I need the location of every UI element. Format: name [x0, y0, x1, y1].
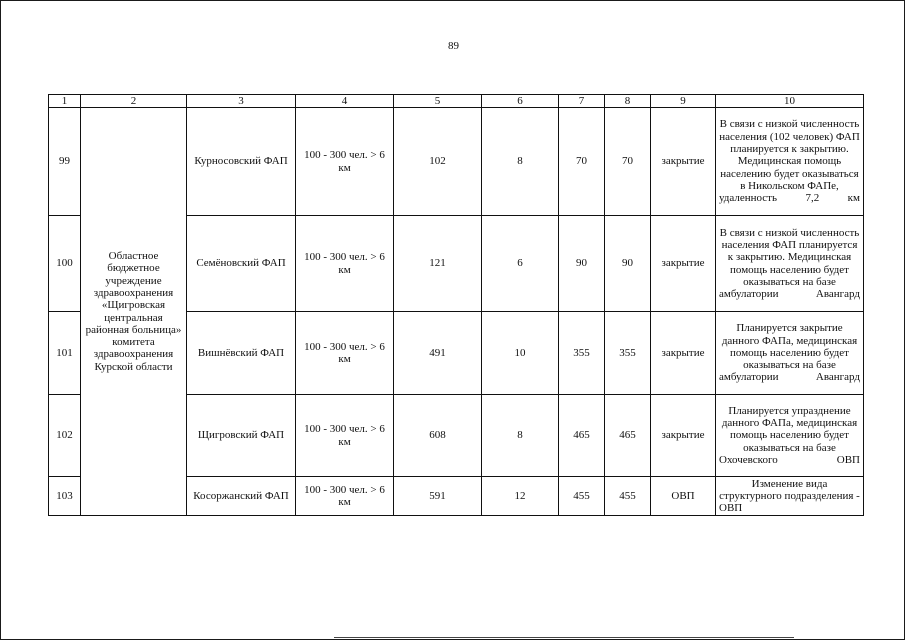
row-number: 100 — [49, 216, 81, 312]
value-col7: 90 — [559, 216, 605, 312]
header-cell: 4 — [296, 95, 394, 108]
table-row — [49, 108, 864, 216]
header-cell: 8 — [605, 95, 651, 108]
note-text: В связи с низкой численность населения (102 человек) ФАП планируется к закрытию. Медицинская помощь населению будет оказываться в Никольском ФАПе, удаленность 7,2 км — [719, 118, 860, 205]
value-col8: 355 — [605, 312, 651, 395]
fap-name: Курносовский ФАП — [187, 108, 296, 216]
value-col6: 10 — [482, 312, 559, 395]
fap-name: Вишнёвский ФАП — [187, 312, 296, 395]
fap-name: Семёновский ФАП — [187, 216, 296, 312]
note-text: В связи с низкой численность населения ФАП планируется к закрытию. Медицинская помощь населению будет оказываться на базе амбулатории Авангард — [719, 226, 860, 301]
value-col8: 90 — [605, 216, 651, 312]
header-cell: 5 — [394, 95, 482, 108]
value-col5: 608 — [394, 395, 482, 477]
row-number: 102 — [49, 395, 81, 477]
scan-edge-line — [334, 637, 794, 638]
population-distance-criteria: 100 - 300 чел. > 6 км — [296, 312, 394, 395]
note-text: Изменение вида структурного подразделения - ОВП — [719, 477, 860, 515]
note-cell — [716, 312, 864, 395]
population-distance-criteria: 100 - 300 чел. > 6 км — [296, 108, 394, 216]
note-cell — [716, 216, 864, 312]
value-col6: 12 — [482, 477, 559, 516]
row-number: 101 — [49, 312, 81, 395]
row-number: 103 — [49, 477, 81, 516]
row-number: 99 — [49, 108, 81, 216]
note-text: Планируется упразднение данного ФАПа, медицинская помощь населению будет оказываться на базе Охочевского ОВП — [719, 404, 860, 466]
value-col8: 70 — [605, 108, 651, 216]
note-cell — [716, 108, 864, 216]
value-col7: 465 — [559, 395, 605, 477]
fap-table — [48, 94, 864, 516]
value-col5: 102 — [394, 108, 482, 216]
table-body — [49, 108, 864, 516]
value-col8: 465 — [605, 395, 651, 477]
header-cell: 6 — [482, 95, 559, 108]
population-distance-criteria: 100 - 300 чел. > 6 км — [296, 395, 394, 477]
action-cell: закрытие — [651, 108, 716, 216]
value-col5: 491 — [394, 312, 482, 395]
population-distance-criteria: 100 - 300 чел. > 6 км — [296, 216, 394, 312]
value-col7: 70 — [559, 108, 605, 216]
header-cell: 1 — [49, 95, 81, 108]
action-cell: закрытие — [651, 312, 716, 395]
value-col7: 355 — [559, 312, 605, 395]
note-text: Планируется закрытие данного ФАПа, медицинская помощь населению будет оказываться на базе амбулатории Авангард — [719, 322, 860, 384]
value-col5: 121 — [394, 216, 482, 312]
value-col6: 6 — [482, 216, 559, 312]
value-col6: 8 — [482, 108, 559, 216]
note-cell — [716, 395, 864, 477]
action-cell: закрытие — [651, 216, 716, 312]
action-cell: ОВП — [651, 477, 716, 516]
organization-cell: Областное бюджетное учреждение здравоохранения «Щигровская центральная районная больница» комитета здравоохранения Курской области — [81, 108, 187, 516]
fap-name: Косоржанский ФАП — [187, 477, 296, 516]
population-distance-criteria: 100 - 300 чел. > 6 км — [296, 477, 394, 516]
header-cell: 7 — [559, 95, 605, 108]
header-cell: 3 — [187, 95, 296, 108]
fap-name: Щигровский ФАП — [187, 395, 296, 477]
page-number: 89 — [448, 40, 459, 52]
value-col6: 8 — [482, 395, 559, 477]
header-cell: 2 — [81, 95, 187, 108]
value-col7: 455 — [559, 477, 605, 516]
table-header — [49, 95, 864, 108]
action-cell: закрытие — [651, 395, 716, 477]
note-cell — [716, 477, 864, 516]
header-cell: 9 — [651, 95, 716, 108]
value-col8: 455 — [605, 477, 651, 516]
header-cell: 10 — [716, 95, 864, 108]
value-col5: 591 — [394, 477, 482, 516]
header-row — [49, 95, 864, 108]
